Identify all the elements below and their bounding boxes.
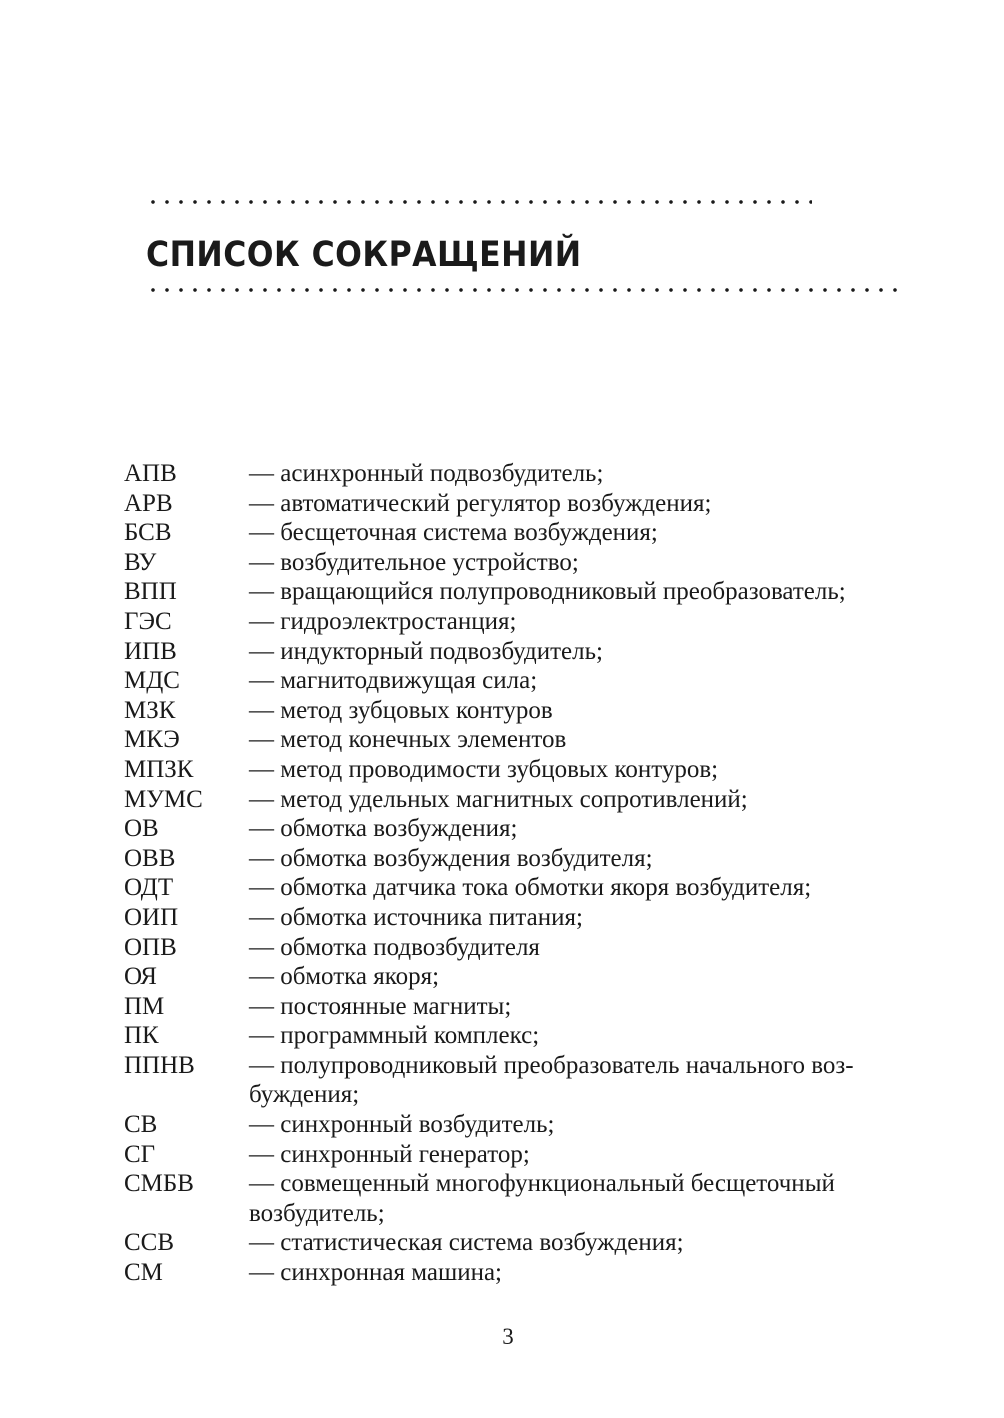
abbreviation-row	[124, 489, 904, 519]
abbreviation-term: ОВ	[124, 815, 159, 843]
abbreviation-row	[124, 607, 904, 637]
abbreviation-definition: — обмотка источника питания;	[249, 903, 583, 931]
abbreviation-term: АРВ	[124, 489, 173, 517]
abbreviation-term: ППНВ	[124, 1051, 195, 1079]
abbreviation-term: МЗК	[124, 696, 176, 724]
abbreviation-definition: — возбудительное устройство;	[249, 548, 579, 576]
abbreviation-definition: — обмотка датчика тока обмотки якоря возбудителя;	[249, 874, 812, 902]
abbreviation-term: ОПВ	[124, 933, 177, 961]
abbreviation-term: СГ	[124, 1140, 156, 1168]
abbreviation-row	[124, 1258, 904, 1288]
abbreviation-row	[124, 577, 904, 607]
abbreviation-row	[124, 873, 904, 903]
abbreviation-row	[124, 962, 904, 992]
abbreviation-term: ОВВ	[124, 844, 176, 872]
abbreviation-row	[124, 1051, 904, 1110]
abbreviation-term: ГЭС	[124, 607, 172, 635]
abbreviation-term: СМ	[124, 1259, 163, 1287]
abbreviation-definition: — индукторный подвозбудитель;	[249, 637, 603, 665]
abbreviation-definition: — метод конечных элементов	[249, 726, 567, 754]
abbreviation-definition: — синхронный возбудитель;	[249, 1111, 555, 1139]
abbreviation-definition: — совмещенный многофункциональный бесщеточный возбудитель;	[249, 1170, 835, 1227]
abbreviation-definition: — синхронная машина;	[249, 1259, 503, 1287]
abbreviation-row	[124, 814, 904, 844]
abbreviation-list	[124, 459, 904, 1288]
abbreviation-definition: — вращающийся полупроводниковый преобразователь;	[249, 578, 846, 606]
abbreviation-row	[124, 1140, 904, 1170]
abbreviation-definition: — метод зубцовых контуров	[249, 696, 553, 724]
abbreviation-definition: — обмотка возбуждения возбудителя;	[249, 844, 653, 872]
abbreviation-definition: — постоянные магниты;	[249, 992, 512, 1020]
abbreviation-term: МУМС	[124, 785, 203, 813]
abbreviation-row	[124, 459, 904, 489]
abbreviation-definition: — программный комплекс;	[249, 1022, 540, 1050]
abbreviation-definition: — метод удельных магнитных сопротивлений;	[249, 785, 748, 813]
abbreviation-row	[124, 725, 904, 755]
abbreviation-term: ВУ	[124, 548, 157, 576]
abbreviation-row	[124, 666, 904, 696]
abbreviation-definition: — синхронный генератор;	[249, 1140, 530, 1168]
abbreviation-term: ОИП	[124, 903, 179, 931]
abbreviation-row	[124, 1169, 904, 1228]
abbreviation-definition: — обмотка возбуждения;	[249, 815, 518, 843]
page-number: 3	[502, 1324, 514, 1349]
abbreviation-term: ОЯ	[124, 963, 157, 991]
abbreviation-definition: — гидроэлектростанция;	[249, 607, 517, 635]
abbreviation-term: МДС	[124, 667, 180, 695]
abbreviation-row	[124, 548, 904, 578]
abbreviation-definition: — асинхронный подвозбудитель;	[249, 460, 604, 487]
page-title: СПИСОК СОКРАЩЕНИЙ	[146, 235, 582, 275]
abbreviation-definition: — бесщеточная система возбуждения;	[249, 519, 658, 547]
abbreviation-row	[124, 1110, 904, 1140]
abbreviation-term: СВ	[124, 1111, 158, 1139]
abbreviation-term: ВПП	[124, 578, 177, 606]
abbreviation-row	[124, 696, 904, 726]
abbreviation-term: ССВ	[124, 1229, 175, 1257]
abbreviation-term: СМБВ	[124, 1170, 194, 1198]
abbreviation-definition: — обмотка подвозбудителя	[249, 933, 540, 961]
abbreviation-row	[124, 844, 904, 874]
abbreviation-term: БСВ	[124, 519, 172, 547]
abbreviation-term: ПМ	[124, 992, 165, 1020]
abbreviation-row	[124, 518, 904, 548]
abbreviation-term: МПЗК	[124, 755, 194, 783]
abbreviation-row	[124, 637, 904, 667]
abbreviation-term: ПК	[124, 1022, 159, 1050]
abbreviation-term: МКЭ	[124, 726, 180, 754]
bottom-dotted-rule	[146, 288, 902, 292]
top-dotted-rule	[146, 200, 812, 204]
abbreviation-term: ИПВ	[124, 637, 177, 665]
abbreviation-row	[124, 992, 904, 1022]
abbreviation-definition: — обмотка якоря;	[249, 963, 440, 991]
abbreviation-term: АПВ	[124, 460, 177, 487]
abbreviation-row	[124, 903, 904, 933]
abbreviation-term: ОДТ	[124, 874, 174, 902]
abbreviation-row	[124, 785, 904, 815]
abbreviation-definition: — автоматический регулятор возбуждения;	[249, 489, 712, 517]
abbreviation-definition: — магнитодвижущая сила;	[249, 667, 538, 695]
abbreviation-definition: — статистическая система возбуждения;	[249, 1229, 684, 1257]
abbreviation-row	[124, 755, 904, 785]
abbreviation-definition: — полупроводниковый преобразователь начального возбуждения;	[249, 1051, 854, 1109]
abbreviation-row	[124, 1228, 904, 1258]
abbreviation-row	[124, 1021, 904, 1051]
abbreviation-row	[124, 933, 904, 963]
abbreviation-definition: — метод проводимости зубцовых контуров;	[249, 755, 719, 783]
